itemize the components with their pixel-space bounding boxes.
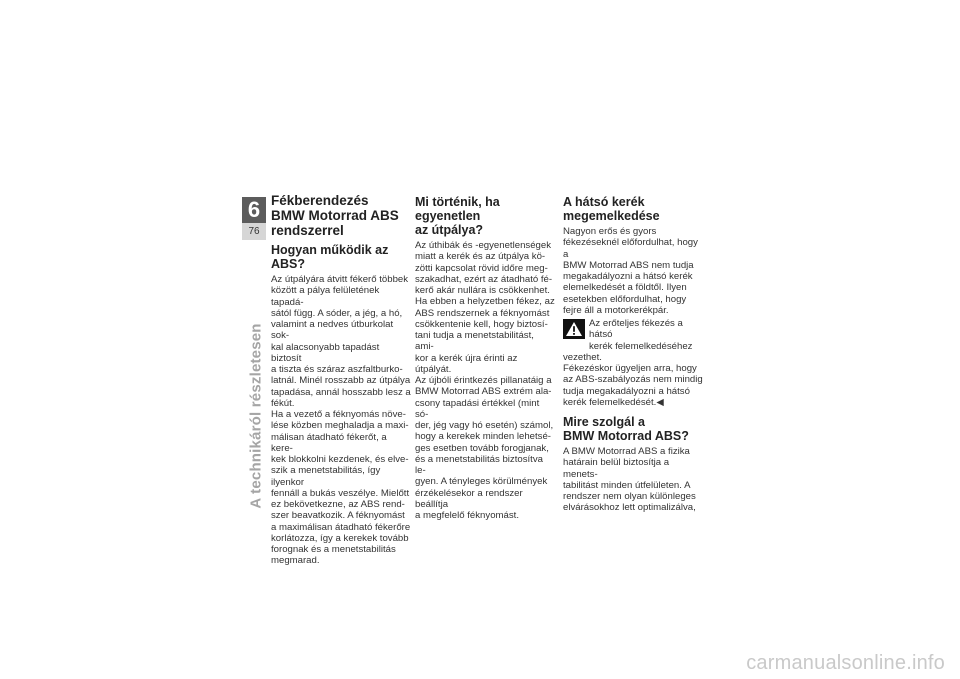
page-number: 76 [242,223,266,240]
watermark: carmanualsonline.info [746,652,945,674]
column-3 [563,193,703,514]
paragraph: Nagyon erős és gyors fékezéseknél előfordulhat, hogy a BMW Motorrad ABS nem tudja megakadályozni a hátsó kerék elemelkedését a földtől. Ilyen esetekben előfordulhat, hogy fejre áll a motorkerékpár. [563,226,698,316]
warning-triangle-icon [563,319,585,339]
warning-note [563,318,703,363]
column-1 [271,193,411,567]
column-2 [415,193,555,521]
paragraph: Az úthibák és -egyenetlenségek miatt a kerék és az útpálya kö- zötti kapcsolat rövid időre meg- szakadhat, ezért az átadható fé- kerő akár nullára is csökkenhet. Ha ebben a helyzetben fékez, az ABS rendszernek a féknyomást csökkentenie kell, hogy biztosí- tani tudja a menetstabilitást, ami- kor a kerék újra érinti az útpályát. Az újbóli érintkezés pillanatáig a BMW Motorrad ABS extrém ala- csony tapadási értékkel (mint só- der, jég vagy hó esetén) számol, hogy a kerekek minden lehetsé- ges esetben tovább forogjanak, és a menetstabilitás biztosítva le- gyen. A tényleges körülmények érzékelésekor a rendszer beállítja a megfelelő féknyomást. [415,240,555,521]
uneven-road-heading: Mi történik, ha egyenetlen az útpálya? [415,195,500,237]
rear-wheel-lift-heading: A hátsó kerék megemelkedése [563,195,660,223]
section-title: Fékberendezés BMW Motorrad ABS rendszerrel [271,193,399,238]
warning-text: Az erőteljes fékezés a hátsó kerék felemelkedéséhez [589,318,693,352]
warning-text-continued: vezethet. [563,351,602,363]
abs-how-heading: Hogyan működik az ABS? [271,243,389,271]
paragraph: Ha a vezető a féknyomás növe- lése közben meghaladja a maxi- málisan átadható fékerőt, a kere- kek blokkolni kezdenek, és elve- szik a menetstabilitás, így ilyenkor fennáll a bukás veszélye. Mielőtt ez bekövetkezne, az ABS rend- szer beavatkozik. A féknyomást a maximálisan átadható fékerőre korlátozza, így a kerekek tovább forognak és a menetstabilitás megmarad. [271,409,411,567]
chapter-side-title: A technikáról részletesen [247,323,265,509]
paragraph: A BMW Motorrad ABS a fizika határain belül biztosítja a menets- tabilitást minden útfelületen. A rendszer nem olyan különleges elvárásokhoz lett optimalizálva, [563,446,696,514]
paragraph: Az útpályára átvitt fékerő többek között a pálya felületének tapadá- sától függ. A sóder, a jég, a hó, valamint a nedves útburkolat sok- kal alacsonyabb tapadást biztosít a tiszta és száraz aszfaltburko- latnál. Minél rosszabb az útpálya tapadása, annál hosszabb lesz a fékút. [271,274,411,409]
paragraph: Fékezéskor ügyeljen arra, hogy az ABS-szabályozás nem mindig tudja megakadályozni a hátsó kerék felemelkedését.◀ [563,363,703,408]
abs-purpose-heading: Mire szolgál a BMW Motorrad ABS? [563,415,689,443]
chapter-number: 6 [242,197,266,223]
